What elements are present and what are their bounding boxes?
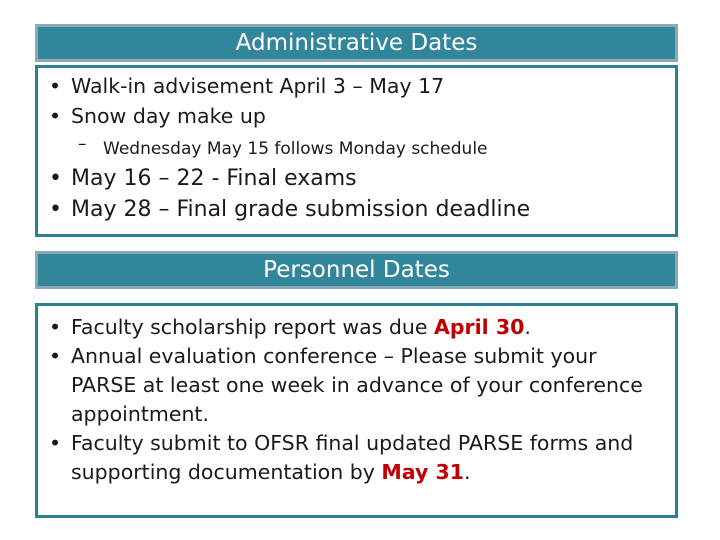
list-item-punctuation: . (524, 315, 531, 339)
personnel-dates-list (38, 306, 675, 487)
list-item-text: Snow day make up (71, 104, 266, 128)
list-item-text: Faculty scholarship report was due (71, 315, 434, 339)
list-item-text: Faculty submit to OFSR final updated PARSE forms and supporting documentation by (71, 431, 634, 484)
list-item-snow-day (38, 101, 675, 131)
admin-dates-header (35, 24, 678, 62)
list-item-text: May 16 – 22 - Final exams (71, 166, 357, 191)
list-item-evaluation-conference (38, 342, 675, 429)
personnel-dates-box (35, 303, 678, 518)
list-item-final-exams (38, 163, 675, 194)
highlighted-date: April 30 (433, 315, 525, 339)
sub-list-item-wednesday (38, 131, 675, 163)
list-item-text: Walk-in advisement April 3 – May 17 (71, 74, 445, 98)
sub-list-item-text: Wednesday May 15 follows Monday schedule (103, 139, 488, 159)
highlighted-date: May 31 (381, 460, 465, 484)
personnel-dates-header (35, 251, 678, 289)
list-item-text: May 28 – Final grade submission deadline (71, 197, 531, 222)
personnel-dates-title: Personnel Dates (263, 257, 450, 283)
list-item-walk-in (38, 71, 675, 101)
admin-dates-box (35, 65, 678, 237)
list-item-grade-deadline (38, 194, 675, 225)
list-item-punctuation: . (464, 460, 471, 484)
list-item-parse-forms (38, 429, 675, 487)
list-item-text: Annual evaluation conference – Please submit your PARSE at least one week in advance of your conference appointment. (71, 344, 643, 426)
admin-dates-title: Administrative Dates (235, 30, 478, 56)
admin-dates-list (38, 68, 675, 225)
list-item-scholarship-report (38, 313, 675, 342)
